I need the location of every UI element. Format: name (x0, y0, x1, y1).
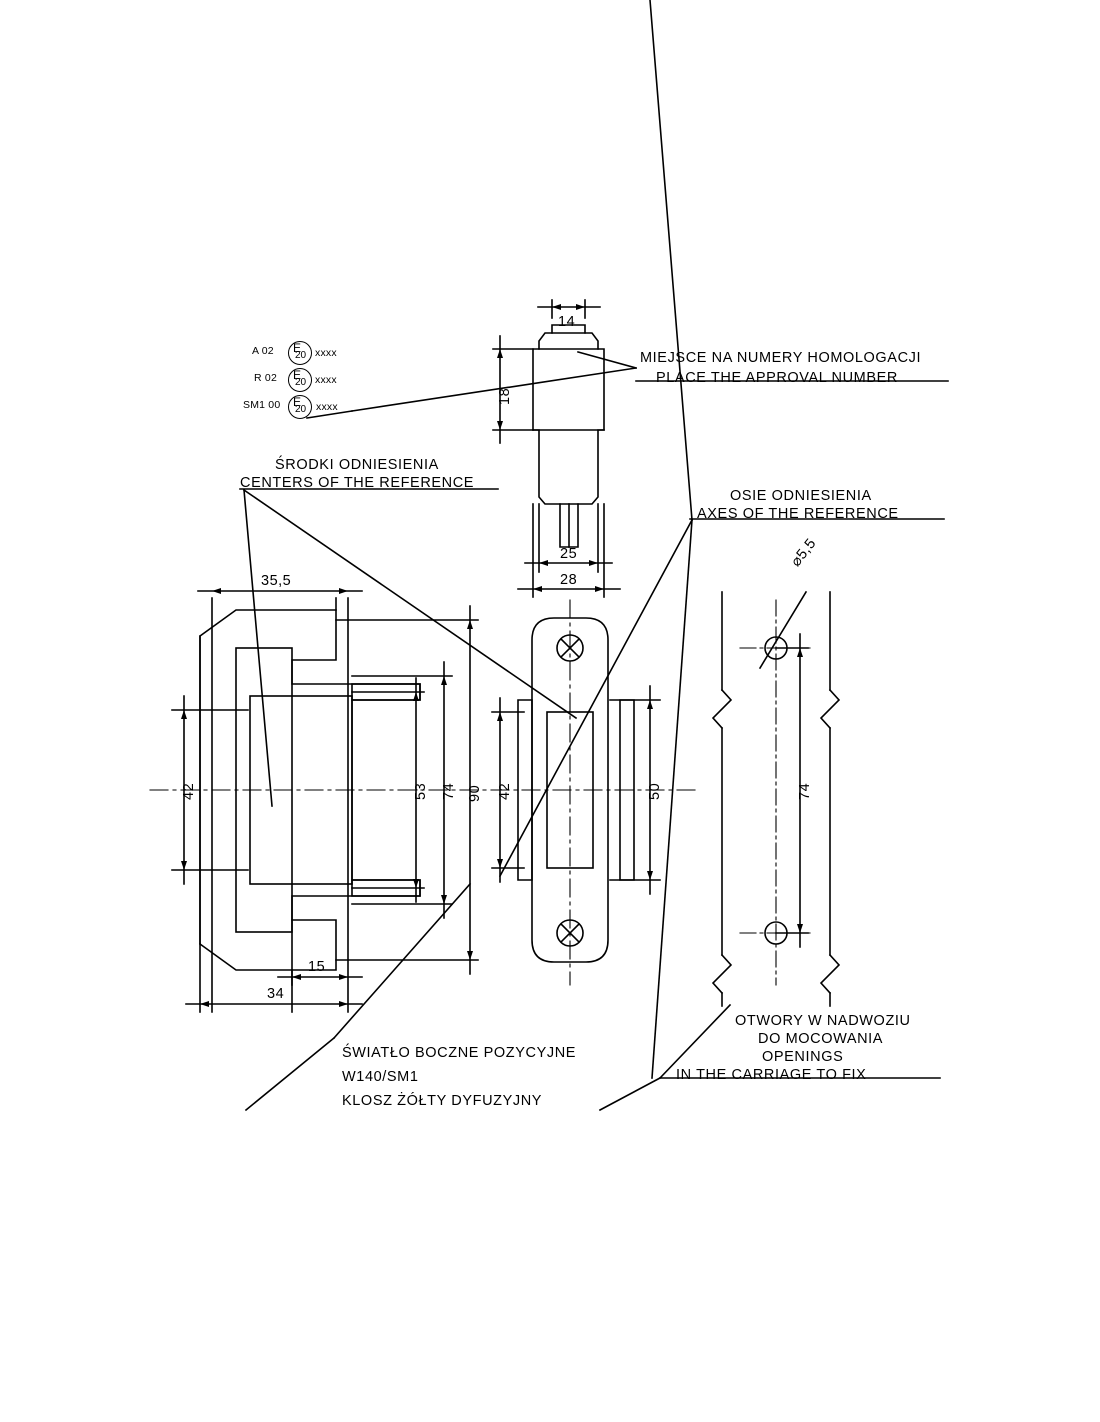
note-axes-pl: OSIE ODNIESIENIA (730, 488, 872, 504)
approval-code-suffix-3: xxxx (316, 401, 338, 413)
dim-top-18: 18 (497, 387, 513, 405)
dim-side-50: 50 (647, 782, 663, 800)
dim-front-74: 74 (441, 782, 457, 800)
e-mark-letter-1: E (293, 341, 302, 355)
dim-hole-diameter: ⌀5,5 (788, 535, 820, 570)
e-mark-number-2: 20 (295, 377, 307, 388)
approval-code-prefix-2: R 02 (254, 372, 277, 384)
e-mark-number-1: 20 (295, 350, 307, 361)
note-openings-en-1: OPENINGS (762, 1049, 844, 1065)
dim-side-42: 42 (497, 782, 513, 800)
note-approval-place-pl: MIEJSCE NA NUMERY HOMOLOGACJI (640, 350, 922, 366)
e-mark-circle-2 (288, 368, 312, 392)
note-openings-pl-2: DO MOCOWANIA (758, 1031, 884, 1047)
note-openings-en-2: IN THE CARRIAGE TO FIX (676, 1067, 867, 1083)
e-mark-letter-3: E (293, 395, 302, 409)
dim-front-90: 90 (467, 784, 483, 802)
approval-code-suffix-2: xxxx (315, 374, 337, 386)
dim-top-28: 28 (560, 572, 578, 588)
e-mark-number-3: 20 (295, 404, 307, 415)
approval-code-prefix-3: SM1 00 (243, 399, 281, 411)
dim-front-15: 15 (308, 959, 326, 975)
e-mark-letter-2: E (293, 368, 302, 382)
note-approval-place-en: PLACE THE APPROVAL NUMBER (656, 370, 898, 386)
dim-front-53: 53 (413, 782, 429, 800)
note-product-line-2: W140/SM1 (342, 1069, 419, 1085)
note-axes-en: AXES OF THE REFERENCE (697, 506, 899, 522)
dim-plate-74: 74 (797, 782, 813, 800)
note-product-line-1: ŚWIATŁO BOCZNE POZYCYJNE (342, 1045, 577, 1061)
dim-front-42: 42 (181, 782, 197, 800)
approval-code-prefix-1: A 02 (252, 345, 274, 357)
dim-top-14: 14 (558, 314, 576, 330)
e-mark-circle-3 (288, 395, 312, 419)
e-mark-circle-1 (288, 341, 312, 365)
approval-code-suffix-1: xxxx (315, 347, 337, 359)
note-centers-pl: ŚRODKI ODNIESIENIA (275, 457, 439, 473)
note-openings-pl-1: OTWORY W NADWOZIU (735, 1013, 911, 1029)
note-centers-en: CENTERS OF THE REFERENCE (240, 475, 475, 491)
dim-front-34: 34 (267, 986, 285, 1002)
dim-top-25: 25 (560, 546, 578, 562)
note-product-line-3: KLOSZ ŻÓŁTY DYFUZYJNY (342, 1093, 543, 1109)
dim-front-35-5: 35,5 (261, 573, 292, 589)
